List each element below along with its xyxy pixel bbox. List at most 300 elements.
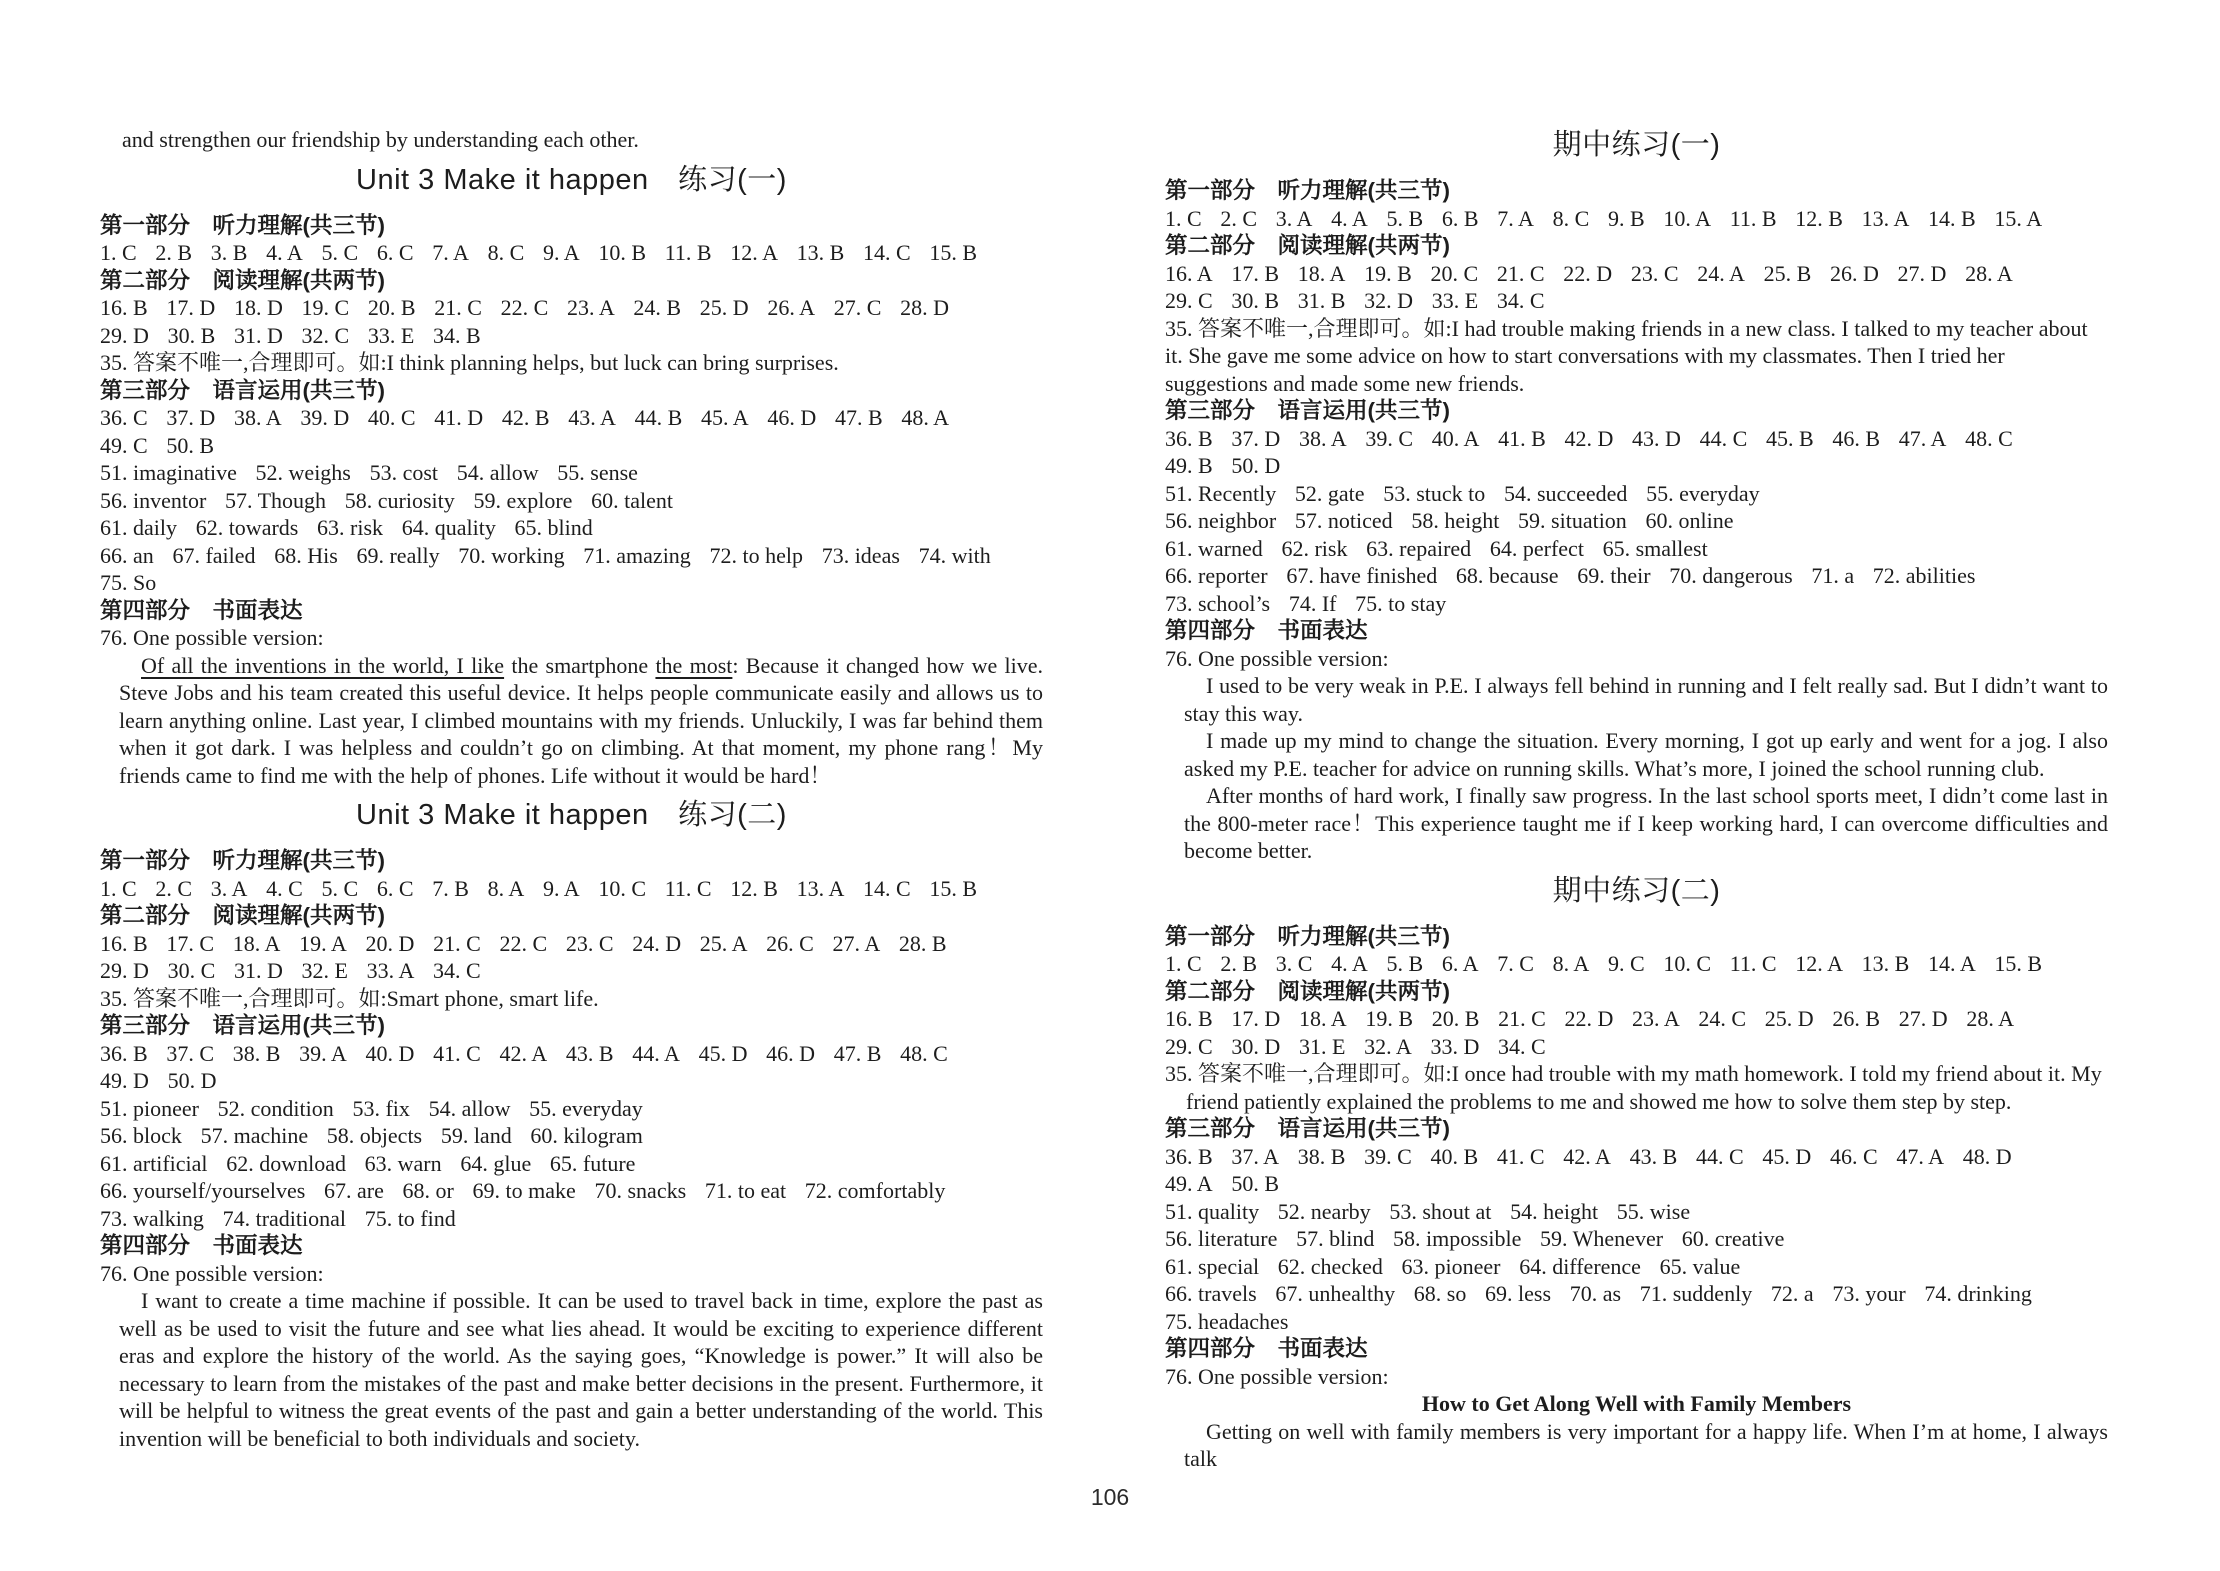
answer-item: 24. C — [1698, 1006, 1747, 1031]
answer-item: 33. A — [366, 958, 415, 983]
answer-item: 72. a — [1770, 1281, 1814, 1306]
answer-item: 26. B — [1832, 1006, 1881, 1031]
answer-item: 28. A — [1966, 1006, 2014, 1031]
answer-item: 46. D — [766, 1040, 816, 1066]
answer-row — [1165, 1005, 2108, 1033]
answer-item: 4. C — [266, 875, 303, 901]
answer-item: 54. height — [1510, 1198, 1599, 1224]
answer-item: 9. A — [543, 875, 580, 901]
answer-row — [1165, 1143, 2108, 1171]
section-header: 第四部分 书面表达 — [100, 1233, 303, 1258]
answer-item: 10. C — [1663, 951, 1712, 976]
answer-item: 64. perfect — [1489, 535, 1584, 561]
answer-item: 55. sense — [557, 460, 638, 485]
answer-item: 37. C — [166, 1040, 215, 1066]
answer-item: 31. B — [1297, 288, 1346, 313]
answer-item: 4. A — [1331, 951, 1368, 976]
answer-item: 68. or — [402, 1178, 454, 1203]
section-header: 第一部分 听力理解(共三节) — [100, 848, 385, 873]
answer-item: 47. A — [1898, 425, 1947, 451]
answer-item: 2. B — [155, 240, 193, 265]
answer-item: 55. everyday — [529, 1095, 643, 1121]
answer-item: 2. B — [1220, 951, 1258, 976]
answer-item: 43. A — [568, 405, 616, 430]
answer-item: 3. C — [1275, 951, 1313, 976]
section-header: 第三部分 语言运用(共三节) — [100, 1013, 385, 1038]
answer-item: 52. weighs — [255, 460, 351, 485]
essay-paragraph: I made up my mind to change the situation. Every morning, I got up early and went for a jog. I also asked my P.E. teacher for advice on running skills. What’s more, I joined the school running club. — [1184, 728, 2108, 781]
answer-item: 50. B — [166, 432, 215, 458]
section-header: 第二部分 阅读理解(共两节) — [100, 267, 385, 293]
answer-item: 66. travels — [1165, 1281, 1257, 1306]
answer-item: 17. D — [1231, 1006, 1281, 1031]
answer-item: 64. glue — [460, 1150, 532, 1176]
answer-item: 18. A — [1298, 1006, 1347, 1031]
answer-row — [1165, 1225, 2108, 1253]
answer-item: 44. B — [634, 405, 683, 430]
answer-item: 9. C — [1608, 951, 1645, 976]
exercise-title: 期中练习(一) — [1552, 129, 1721, 161]
answer-note: 76. One possible version: — [1165, 1363, 1389, 1389]
answer-item: 57. noticed — [1294, 508, 1393, 533]
answer-item: 12. B — [730, 875, 778, 901]
answer-item: 49. B — [1165, 453, 1213, 478]
answer-item: 75. headaches — [1165, 1308, 1289, 1334]
answer-item: 47. A — [1896, 1143, 1945, 1169]
answer-item: 44. C — [1699, 425, 1748, 451]
answer-item: 70. dangerous — [1669, 563, 1793, 588]
answer-item: 16. B — [100, 930, 148, 956]
answer-item: 46. C — [1829, 1143, 1878, 1169]
answer-item: 6. C — [376, 875, 414, 901]
answer-item: 47. B — [833, 1040, 882, 1066]
essay-paragraph: I used to be very weak in P.E. I always fell behind in running and I felt really sad. But I didn’t want to stay this way. — [1184, 673, 2108, 726]
answer-item: 20. D — [365, 930, 415, 956]
answer-item: 50. D — [1231, 453, 1281, 478]
answer-item: 52. gate — [1294, 480, 1365, 506]
answer-item: 22. D — [1563, 260, 1613, 286]
answer-row — [1165, 590, 2108, 618]
answer-item: 40. D — [365, 1040, 415, 1066]
answer-item: 66. an — [100, 542, 154, 568]
answer-item: 4. A — [1331, 205, 1368, 231]
answer-item: 68. His — [274, 542, 338, 568]
answer-item: 24. A — [1697, 260, 1745, 286]
answer-item: 59. land — [440, 1123, 512, 1148]
answer-item: 34. C — [1498, 1033, 1546, 1059]
answer-item: 6. B — [1441, 205, 1479, 231]
answer-item: 53. shout at — [1389, 1198, 1492, 1224]
answer-item: 67. failed — [172, 542, 256, 568]
answer-item: 14. C — [863, 240, 911, 265]
exercise-title: Unit 3 Make it happen 练习(一) — [356, 163, 787, 196]
answer-item: 37. A — [1231, 1143, 1280, 1169]
answer-item: 50. D — [167, 1068, 217, 1093]
answer-item: 31. D — [233, 322, 283, 348]
answer-item: 21. C — [433, 930, 481, 956]
answer-item: 45. D — [698, 1040, 748, 1066]
answer-item: 67. have finished — [1286, 563, 1438, 588]
answer-note: 76. One possible version: — [100, 1260, 324, 1286]
answer-item: 44. A — [632, 1040, 680, 1066]
answer-item: 73. your — [1832, 1281, 1906, 1306]
answer-item: 58. height — [1411, 508, 1500, 533]
answer-item: 8. A — [487, 875, 525, 901]
answer-row — [100, 957, 1043, 985]
answer-item: 73. school’s — [1165, 590, 1271, 616]
answer-row — [100, 1122, 1043, 1150]
answer-item: 43. B — [1629, 1143, 1678, 1169]
answer-item: 4. A — [266, 240, 303, 265]
answer-item: 73. ideas — [821, 542, 900, 568]
answer-item: 3. A — [210, 875, 248, 901]
answer-item: 64. quality — [401, 515, 496, 540]
answer-item: 36. B — [1165, 1143, 1213, 1169]
answer-item: 37. D — [1231, 425, 1281, 451]
answer-row — [100, 569, 1043, 597]
answer-item: 75. to find — [364, 1205, 456, 1231]
answer-item: 48. A — [901, 405, 949, 430]
answer-note: 76. One possible version: — [1165, 645, 1389, 671]
answer-item: 6. C — [376, 240, 414, 265]
answer-item: 70. working — [458, 542, 565, 568]
answer-row — [1165, 1170, 2108, 1198]
answer-item: 58. objects — [326, 1123, 423, 1148]
answer-item: 41. D — [434, 405, 484, 430]
answer-item: 75. to stay — [1355, 590, 1447, 616]
answer-item: 6. A — [1441, 951, 1479, 976]
answer-item: 67. unhealthy — [1275, 1281, 1396, 1306]
answer-item: 56. inventor — [100, 487, 207, 513]
answer-item: 49. D — [100, 1068, 149, 1093]
answer-item: 20. B — [1431, 1006, 1480, 1031]
answer-item: 59. situation — [1518, 508, 1627, 533]
answer-note: 35. 答案不唯一,合理即可。如:I had trouble making friends in a new class. I talked to my teacher about it. She gave me some advice on how to start conversations with my classmates. Then I tried her suggestions and made some new friends. — [1165, 315, 2088, 396]
answer-item: 60. kilogram — [530, 1123, 643, 1148]
answer-item: 62. checked — [1277, 1253, 1383, 1279]
answer-item: 31. E — [1298, 1033, 1346, 1059]
answer-row — [1165, 480, 2108, 508]
answer-row — [100, 432, 1043, 460]
answer-row — [100, 239, 1043, 267]
right-column — [1165, 126, 2108, 1473]
answer-item: 24. B — [633, 295, 682, 320]
answer-item: 38. A — [1298, 425, 1347, 451]
answer-item: 17. B — [1231, 260, 1280, 286]
answer-item: 5. C — [321, 875, 359, 901]
answer-item: 18. A — [232, 930, 281, 956]
answer-item: 19. A — [299, 930, 347, 956]
answer-item: 25. D — [1764, 1006, 1814, 1031]
answer-item: 7. B — [432, 875, 469, 901]
answer-item: 13. B — [1861, 951, 1910, 976]
answer-item: 53. fix — [352, 1095, 410, 1121]
answer-item: 58. impossible — [1393, 1226, 1522, 1251]
answer-item: 14. C — [863, 875, 911, 901]
answer-item: 70. snacks — [594, 1178, 687, 1203]
answer-row — [100, 1205, 1043, 1233]
underlined-text: the most — [655, 652, 733, 678]
answer-row — [1165, 1253, 2108, 1281]
two-column-layout — [100, 126, 2110, 1473]
answer-item: 38. B — [1297, 1143, 1346, 1169]
answer-item: 60. creative — [1681, 1226, 1785, 1251]
answer-item: 16. A — [1165, 260, 1213, 286]
answer-item: 36. B — [100, 1040, 148, 1066]
answer-item: 1. C — [100, 240, 137, 265]
answer-item: 42. A — [499, 1040, 548, 1066]
answer-item: 23. C — [565, 930, 614, 956]
answer-item: 63. repaired — [1366, 535, 1472, 561]
answer-item: 42. B — [501, 405, 550, 430]
answer-item: 69. really — [356, 542, 440, 568]
answer-item: 26. A — [767, 295, 816, 320]
answer-item: 38. B — [232, 1040, 281, 1066]
answer-item: 72. comfortably — [804, 1178, 946, 1203]
answer-item: 62. download — [226, 1150, 346, 1176]
answer-row — [100, 322, 1043, 350]
answer-row — [1165, 260, 2108, 288]
essay-paragraph: After months of hard work, I finally saw progress. In the last school sports meet, I didn’t come last in the 800-meter race！This experience taught me if I keep working hard, I can overcome difficulties and become better. — [1184, 783, 2108, 863]
answer-item: 63. pioneer — [1401, 1253, 1501, 1279]
answer-item: 56. block — [100, 1123, 182, 1148]
essay-text: the smartphone — [504, 652, 656, 678]
answer-item: 43. B — [565, 1040, 614, 1066]
answer-item: 70. as — [1569, 1281, 1622, 1306]
answer-row — [100, 1150, 1043, 1178]
answer-item: 1. C — [1165, 951, 1202, 976]
answer-item: 36. C — [100, 405, 148, 430]
answer-item: 19. B — [1364, 260, 1412, 286]
answer-item: 54. allow — [428, 1095, 511, 1121]
answer-item: 14. B — [1928, 205, 1976, 231]
answer-row — [1165, 1198, 2108, 1226]
answer-item: 26. D — [1829, 260, 1879, 286]
answer-item: 53. stuck to — [1383, 480, 1486, 506]
answer-item: 59. explore — [473, 487, 573, 513]
answer-item: 29. D — [100, 958, 149, 983]
exercise-title: Unit 3 Make it happen 练习(二) — [356, 799, 787, 831]
answer-item: 22. D — [1564, 1006, 1614, 1031]
answer-item: 30. D — [1231, 1033, 1281, 1059]
essay-paragraph: Getting on well with family members is very important for a happy life. When I’m at home, I always talk — [1184, 1418, 2108, 1471]
answer-row — [1165, 1308, 2108, 1336]
answer-item: 11. C — [1729, 951, 1777, 976]
answer-item: 40. C — [367, 405, 416, 430]
answer-item: 71. suddenly — [1639, 1281, 1753, 1306]
answer-row — [100, 404, 1043, 432]
answer-item: 56. literature — [1165, 1226, 1278, 1251]
answer-row — [100, 1040, 1043, 1068]
carryover-line: and strengthen our friendship by understanding each other. — [122, 127, 639, 152]
answer-item: 52. nearby — [1277, 1198, 1371, 1224]
answer-item: 21. C — [434, 295, 482, 320]
answer-item: 10. B — [598, 240, 647, 265]
answer-item: 68. so — [1413, 1281, 1467, 1306]
answer-item: 30. B — [1231, 288, 1280, 313]
answer-item: 1. C — [1165, 205, 1202, 231]
answer-item: 30. B — [167, 322, 216, 348]
answer-item: 72. abilities — [1872, 563, 1976, 588]
answer-item: 60. talent — [591, 487, 673, 513]
answer-item: 24. D — [632, 930, 682, 956]
answer-item: 15. B — [1994, 951, 2043, 976]
answer-item: 16. B — [100, 295, 148, 320]
answer-item: 11. C — [664, 875, 712, 901]
answer-item: 51. quality — [1165, 1198, 1260, 1224]
answer-item: 14. A — [1928, 951, 1976, 976]
answer-item: 19. B — [1365, 1006, 1414, 1031]
answer-item: 18. D — [233, 295, 283, 320]
section-header: 第三部分 语言运用(共三节) — [1165, 1116, 1450, 1141]
answer-item: 65. smallest — [1602, 535, 1708, 561]
answer-item: 32. C — [301, 322, 350, 348]
answer-item: 21. C — [1498, 1006, 1546, 1031]
answer-item: 28. A — [1965, 260, 2013, 286]
answer-item: 46. D — [767, 405, 817, 430]
answer-row — [100, 294, 1043, 322]
answer-item: 48. C — [1965, 425, 2013, 451]
answer-item: 10. C — [598, 875, 647, 901]
answer-item: 74. drinking — [1924, 1281, 2032, 1306]
answer-item: 55. everyday — [1646, 480, 1760, 506]
answer-item: 7. C — [1497, 951, 1534, 976]
answer-item: 15. B — [929, 875, 978, 901]
answer-item: 27. C — [833, 295, 882, 320]
page-number: 106 — [1090, 1484, 1130, 1510]
answer-item: 49. C — [100, 432, 148, 458]
answer-item: 33. E — [1431, 288, 1479, 313]
answer-item: 51. pioneer — [100, 1095, 199, 1121]
answer-item: 69. their — [1577, 563, 1651, 588]
answer-item: 69. to make — [472, 1178, 576, 1203]
answer-item: 61. warned — [1165, 535, 1263, 561]
answer-item: 8. C — [1552, 205, 1590, 231]
answer-item: 59. Whenever — [1540, 1226, 1664, 1251]
answer-item: 41. C — [1496, 1143, 1545, 1169]
answer-item: 50. B — [1231, 1171, 1280, 1196]
answer-row — [1165, 950, 2108, 978]
answer-item: 40. B — [1430, 1143, 1479, 1169]
answer-item: 66. yourself/yourselves — [100, 1178, 306, 1203]
answer-item: 57. machine — [200, 1123, 309, 1148]
answer-item: 11. B — [1729, 205, 1777, 231]
answer-item: 57. blind — [1296, 1226, 1375, 1251]
answer-item: 69. less — [1485, 1281, 1552, 1306]
answer-item: 17. C — [166, 930, 215, 956]
answer-item: 36. B — [1165, 425, 1213, 451]
answer-item: 67. are — [323, 1178, 384, 1203]
answer-item: 34. B — [433, 322, 481, 348]
exercise-title: 期中练习(二) — [1552, 874, 1721, 907]
answer-item: 22. C — [500, 295, 549, 320]
answer-item: 34. C — [1496, 288, 1545, 313]
answer-item: 40. A — [1431, 425, 1480, 451]
answer-item: 61. artificial — [100, 1150, 208, 1176]
answer-item: 18. A — [1297, 260, 1346, 286]
answer-item: 71. amazing — [583, 542, 691, 568]
answer-item: 65. future — [549, 1150, 636, 1176]
answer-row — [1165, 425, 2108, 453]
answer-item: 34. C — [433, 958, 481, 983]
answer-item: 42. D — [1564, 425, 1614, 451]
section-header: 第二部分 阅读理解(共两节) — [100, 903, 385, 928]
answer-item: 19. C — [301, 295, 350, 320]
answer-item: 46. B — [1832, 425, 1881, 451]
answer-row — [1165, 507, 2108, 535]
answer-item: 27. A — [832, 930, 881, 956]
answer-row — [100, 1067, 1043, 1095]
answer-item: 47. B — [834, 405, 883, 430]
answer-item: 32. E — [301, 958, 348, 983]
essay-text: : Because it changed how we live. Steve Jobs and his team created this useful device. It helps people communicate easily and allows us to learn anything online. Last year, I climbed mountains with my friends. Unluckily, I was far behind them when it got dark. I was helpless and couldn’t go on climbing. At that moment, my phone rang！My friends came to find me with the help of phones. Life without it would be hard！ — [119, 652, 1043, 788]
answer-item: 23. A — [567, 295, 615, 320]
answer-item: 23. A — [1632, 1006, 1680, 1031]
answer-item: 20. C — [1430, 260, 1479, 286]
answer-item: 72. to help — [709, 542, 803, 568]
answer-item: 13. B — [796, 240, 845, 265]
answer-item: 13. A — [796, 875, 845, 901]
answer-item: 20. B — [367, 295, 416, 320]
answer-item: 71. a — [1811, 563, 1855, 588]
answer-item: 31. D — [233, 958, 283, 983]
section-header: 第三部分 语言运用(共三节) — [1165, 398, 1450, 423]
answer-item: 8. C — [487, 240, 525, 265]
answer-item: 8. A — [1552, 951, 1590, 976]
answer-row — [1165, 535, 2108, 563]
essay-paragraph — [100, 652, 1043, 790]
answer-item: 27. D — [1897, 260, 1947, 286]
answer-item: 16. B — [1165, 1006, 1213, 1031]
answer-item: 39. D — [300, 405, 350, 430]
answer-item: 7. A — [432, 240, 469, 265]
answer-item: 5. C — [321, 240, 359, 265]
answer-item: 13. A — [1861, 205, 1910, 231]
answer-item: 61. special — [1165, 1253, 1260, 1279]
answer-item: 53. cost — [369, 460, 439, 485]
answer-item: 32. A — [1364, 1033, 1412, 1059]
answer-item: 39. C — [1365, 425, 1414, 451]
answer-item: 51. Recently — [1165, 480, 1277, 506]
answer-item: 65. blind — [514, 515, 593, 540]
answer-item: 52. condition — [217, 1095, 334, 1121]
answer-note: 35. 答案不唯一,合理即可。如:I think planning helps, but luck can bring surprises. — [100, 350, 839, 375]
answer-item: 9. A — [543, 240, 580, 265]
answer-item: 12. B — [1795, 205, 1843, 231]
answer-item: 41. B — [1498, 425, 1546, 451]
section-header: 第一部分 听力理解(共三节) — [100, 212, 385, 238]
answer-item: 23. C — [1630, 260, 1679, 286]
answer-item: 17. D — [166, 295, 216, 320]
answer-item: 42. A — [1563, 1143, 1611, 1169]
answer-item: 38. A — [233, 405, 282, 430]
answer-item: 7. A — [1497, 205, 1534, 231]
answer-item: 51. imaginative — [100, 460, 237, 485]
answer-note: 76. One possible version: — [100, 625, 324, 650]
answer-row — [1165, 562, 2108, 590]
answer-row — [1165, 287, 2108, 315]
answer-item: 49. A — [1165, 1171, 1213, 1196]
answer-item: 41. C — [433, 1040, 481, 1066]
essay-paragraph: I want to create a time machine if possible. It can be used to travel back in time, explore the past as well as be used to visit the future and see what lies ahead. It would be exciting to experience different eras and explore the history of the world. As the saying goes, “Knowledge is power.” It will also be necessary to learn from the mistakes of the past and make better decisions in the present. Furthermore, it will be helpful to witness the great events of the past and gain a better understanding of the world. This invention will be beneficial to both individuals and society. — [119, 1288, 1043, 1451]
answer-item: 45. B — [1765, 425, 1814, 451]
answer-item: 63. risk — [317, 515, 384, 540]
underlined-text: Of all the inventions in the world, I like — [141, 652, 505, 678]
answer-row — [100, 1177, 1043, 1205]
answer-row — [100, 514, 1043, 542]
answer-row — [1165, 1280, 2108, 1308]
answer-item: 39. A — [299, 1040, 347, 1066]
